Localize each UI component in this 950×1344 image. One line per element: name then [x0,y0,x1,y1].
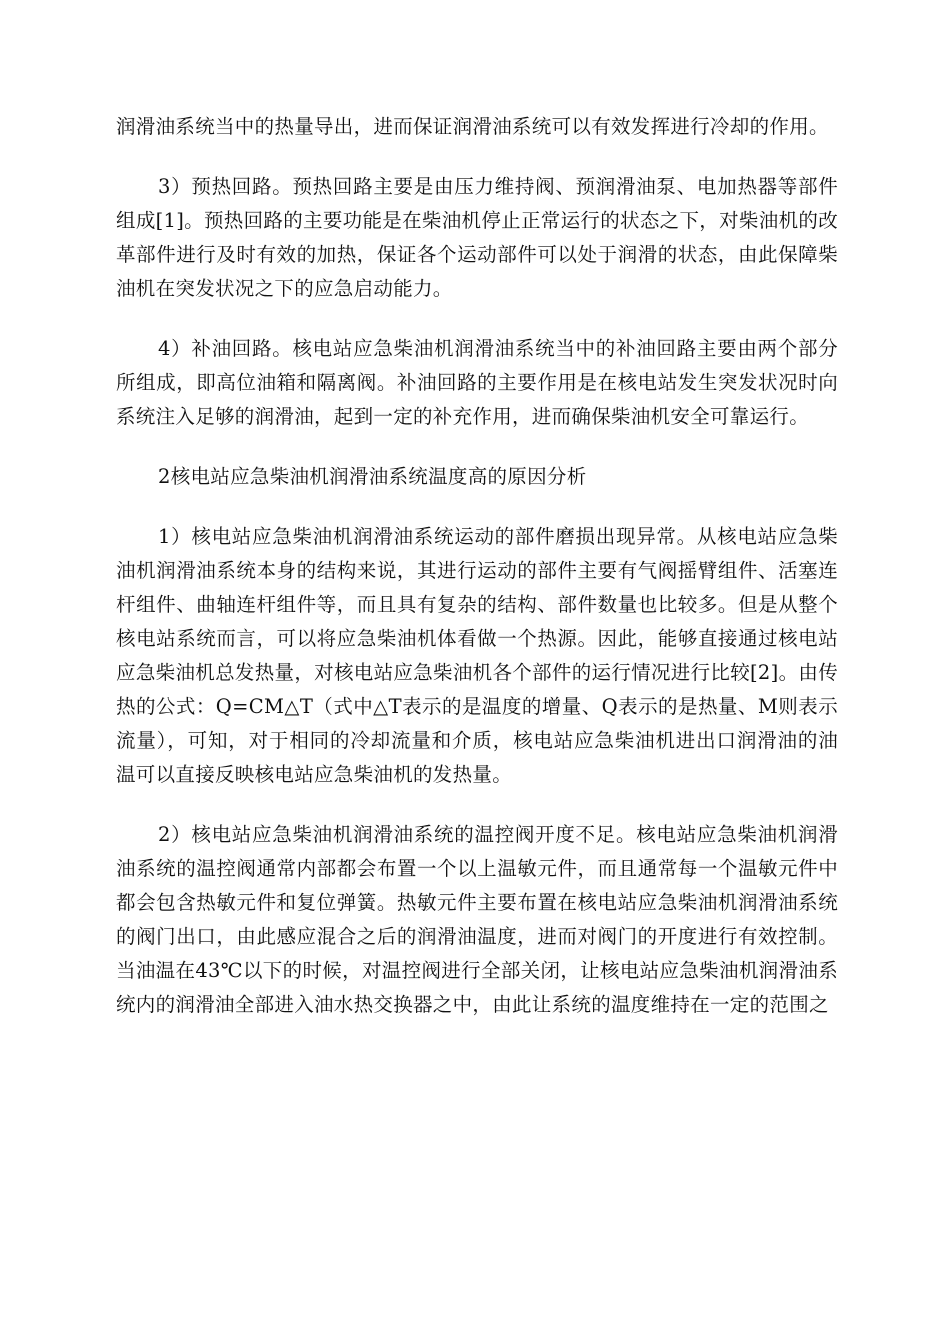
paragraph-preheat-circuit: 3）预热回路。预热回路主要是由压力维持阀、预润滑油泵、电加热器等部件组成[1]。预热回路的主要功能是在柴油机停止正常运行的状态之下，对柴油机的改革部件进行及时有效的加热，保证各个运动部件可以处于润滑的状态，由此保障柴油机在突发状况之下的应急启动能力。 [116,175,838,300]
paragraph-wear-abnormal: 1）核电站应急柴油机润滑油系统运动的部件磨损出现异常。从核电站应急柴油机润滑油系统本身的结构来说，其进行运动的部件主要有气阀摇臂组件、活塞连杆组件、曲轴连杆组件等，而且具有复杂的结构、部件数量也比较多。但是从整个核电站系统而言，可以将应急柴油机体看做一个热源。因此，能够直接通过核电站应急柴油机总发热量，对核电站应急柴油机各个部件的运行情况进行比较[2]。由传热的公式：Q=CM△T（式中△T表示的是温度的增量、Q表示的是热量、M则表示流量），可知，对于相同的冷却流量和介质，核电站应急柴油机进出口润滑油的油温可以直接反映核电站应急柴油机的发热量。 [116,525,838,786]
document-body [116,110,838,1022]
section-heading: 2核电站应急柴油机润滑油系统温度高的原因分析 [158,465,587,488]
paragraph-continued: 润滑油系统当中的热量导出，进而保证润滑油系统可以有效发挥进行冷却的作用。 [116,115,829,138]
paragraph-refill-circuit: 4）补油回路。核电站应急柴油机润滑油系统当中的补油回路主要由两个部分所组成，即高位油箱和隔离阀。补油回路的主要作用是在核电站发生突发状况时向系统注入足够的润滑油，起到一定的补充作用，进而确保柴油机安全可靠运行。 [116,337,838,428]
paragraph-valve-opening: 2）核电站应急柴油机润滑油系统的温控阀开度不足。核电站应急柴油机润滑油系统的温控阀通常内部都会布置一个以上温敏元件，而且通常每一个温敏元件中都会包含热敏元件和复位弹簧。热敏元件主要布置在核电站应急柴油机润滑油系统的阀门出口，由此感应混合之后的润滑油温度，进而对阀门的开度进行有效控制。当油温在43℃以下的时候，对温控阀进行全部关闭，让核电站应急柴油机润滑油系统内的润滑油全部进入油水热交换器之中，由此让系统的温度维持在一定的范围之 [116,823,838,1016]
